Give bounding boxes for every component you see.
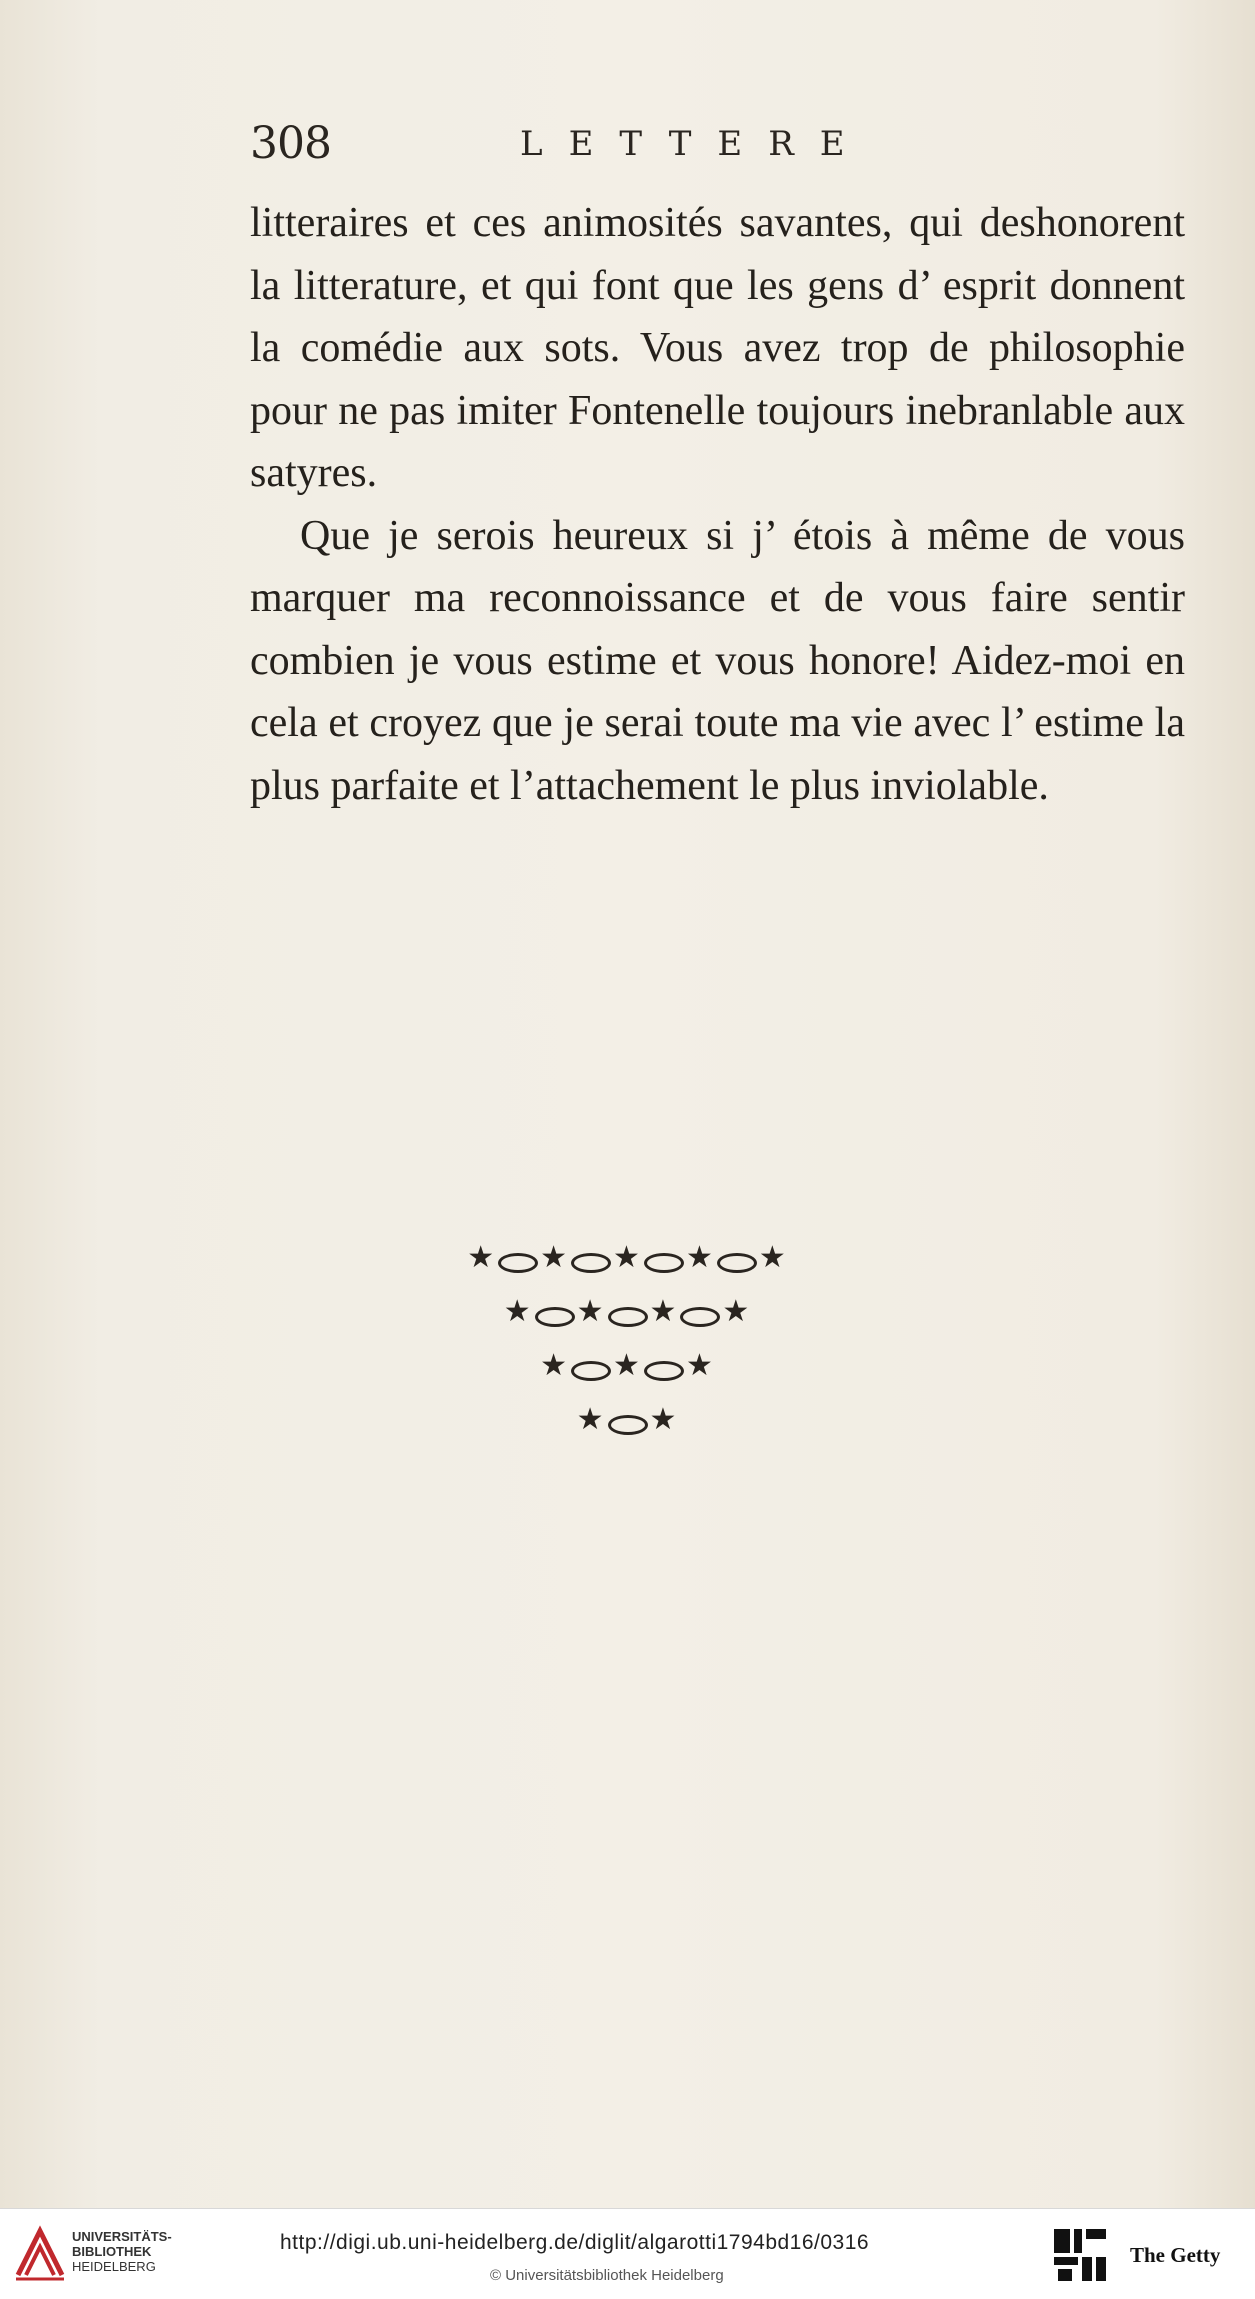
copyright-notice: © Universitätsbibliothek Heidelberg (490, 2267, 724, 2284)
library-name-line-1: UNIVERSITÄTS- (72, 2229, 172, 2244)
body-text (250, 192, 1185, 817)
ornament-row-3: ★ ★ ★ (540, 1348, 715, 1383)
partner-name: The Getty (1130, 2243, 1221, 2267)
library-name-line-2: BIBLIOTHEK (72, 2244, 152, 2259)
paragraph-1: litteraires et ces animosités savantes, qui deshonorent la litterature, et qui font que les gens d’ esprit donnent la comédie aux sots. Vous avez trop de philosophie pour ne pas imiter Fontenelle toujours inebranlable aux satyres. (250, 200, 1185, 496)
ornament-row-4: ★ ★ (576, 1402, 679, 1437)
permalink-url[interactable]: http://digi.ub.uni-heidelberg.de/diglit/algarotti1794bd16/0316 (280, 2231, 870, 2254)
running-title: LETTERE (520, 124, 871, 164)
getty-logo-icon (1052, 2227, 1110, 2283)
ornament-row-1: ★ ★ ★ ★ ★ (467, 1240, 788, 1275)
viewer-footer (0, 2208, 1255, 2299)
paragraph-2: Que je serois heureux si j’ étois à même de vous marquer ma reconnoissance et de vous faire sentir combien je vous estime et vous honore! Aidez-moi en cela et croyez que je serai toute ma vie avec l’ estime la plus parfaite et l’attachement le plus inviolable. (250, 512, 1185, 809)
library-name (72, 2229, 172, 2274)
page-header (250, 118, 1190, 188)
page-number: 308 (250, 118, 331, 169)
library-name-line-3: HEIDELBERG (72, 2259, 156, 2274)
ornament-row-2: ★ ★ ★ ★ (503, 1294, 752, 1329)
university-library-logo-icon (14, 2225, 66, 2283)
